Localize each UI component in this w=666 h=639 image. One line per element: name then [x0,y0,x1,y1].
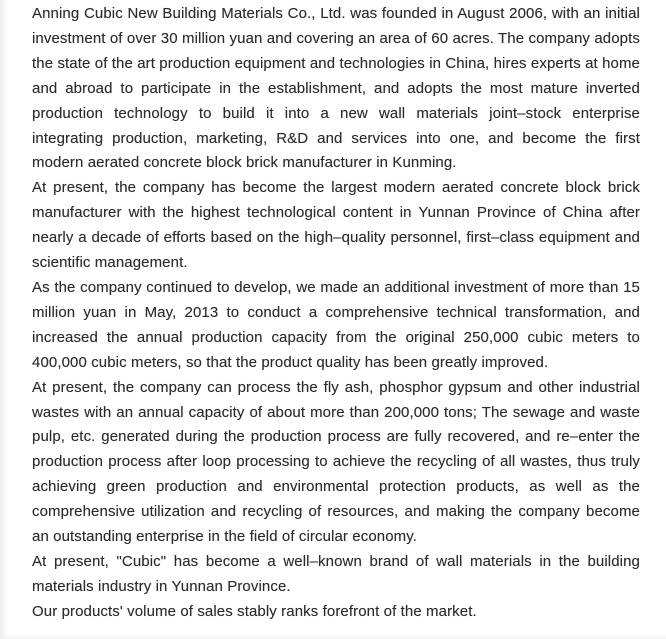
paragraph-brand-recognition: At present, "Cubic" has become a well–known brand of wall materials in the building materials industry in Yunnan Province. [32,552,640,595]
paragraph-recycling-capability: At present, the company can process the fly ash, phosphor gypsum and other industrial wastes with an annual capacity of about more than 200,000 tons; The sewage and waste pulp, etc. generated during the production process are fully recovered, and re–enter the production process after loop processing to achieve the recycling of all wastes, thus truly achieving green production and environmental protection products, as well as the comprehensive utilization and recycling of resources, and making the company become an outstanding enterprise in the field of circular economy. [32,378,640,546]
paragraph-market-position: At present, the company has become the largest modern aerated concrete block brick manufacturer with the highest technological content in Yunnan Province of China after nearly a decade of efforts based on the high–quality personnel, first–class equipment and scientific management. [32,179,640,272]
company-profile-text [32,2,640,625]
paragraph-sales-ranking: Our products' volume of sales stably ranks forefront of the market. [32,602,477,620]
scan-edge-left [0,0,8,639]
scan-edge-bottom [0,635,666,639]
paragraph-company-founding: Anning Cubic New Building Materials Co., Ltd. was founded in August 2006, with an initial investment of over 30 million yuan and covering an area of 60 acres. The company adopts the state of the art production equipment and technologies in China, hires experts at home and abroad to participate in the establishment, and adopts the most mature inverted production technology to build it into a new wall materials joint–stock enterprise integrating production, marketing, R&D and services into one, and become the first modern aerated concrete block brick manufacturer in Kunming. [32,5,640,172]
paragraph-2013-investment: As the company continued to develop, we made an additional investment of more than 15 million yuan in May, 2013 to conduct a comprehensive technical transformation, and increased the annual production capacity from the original 250,000 cubic meters to 400,000 cubic meters, so that the product quality has been greatly improved. [32,278,640,371]
